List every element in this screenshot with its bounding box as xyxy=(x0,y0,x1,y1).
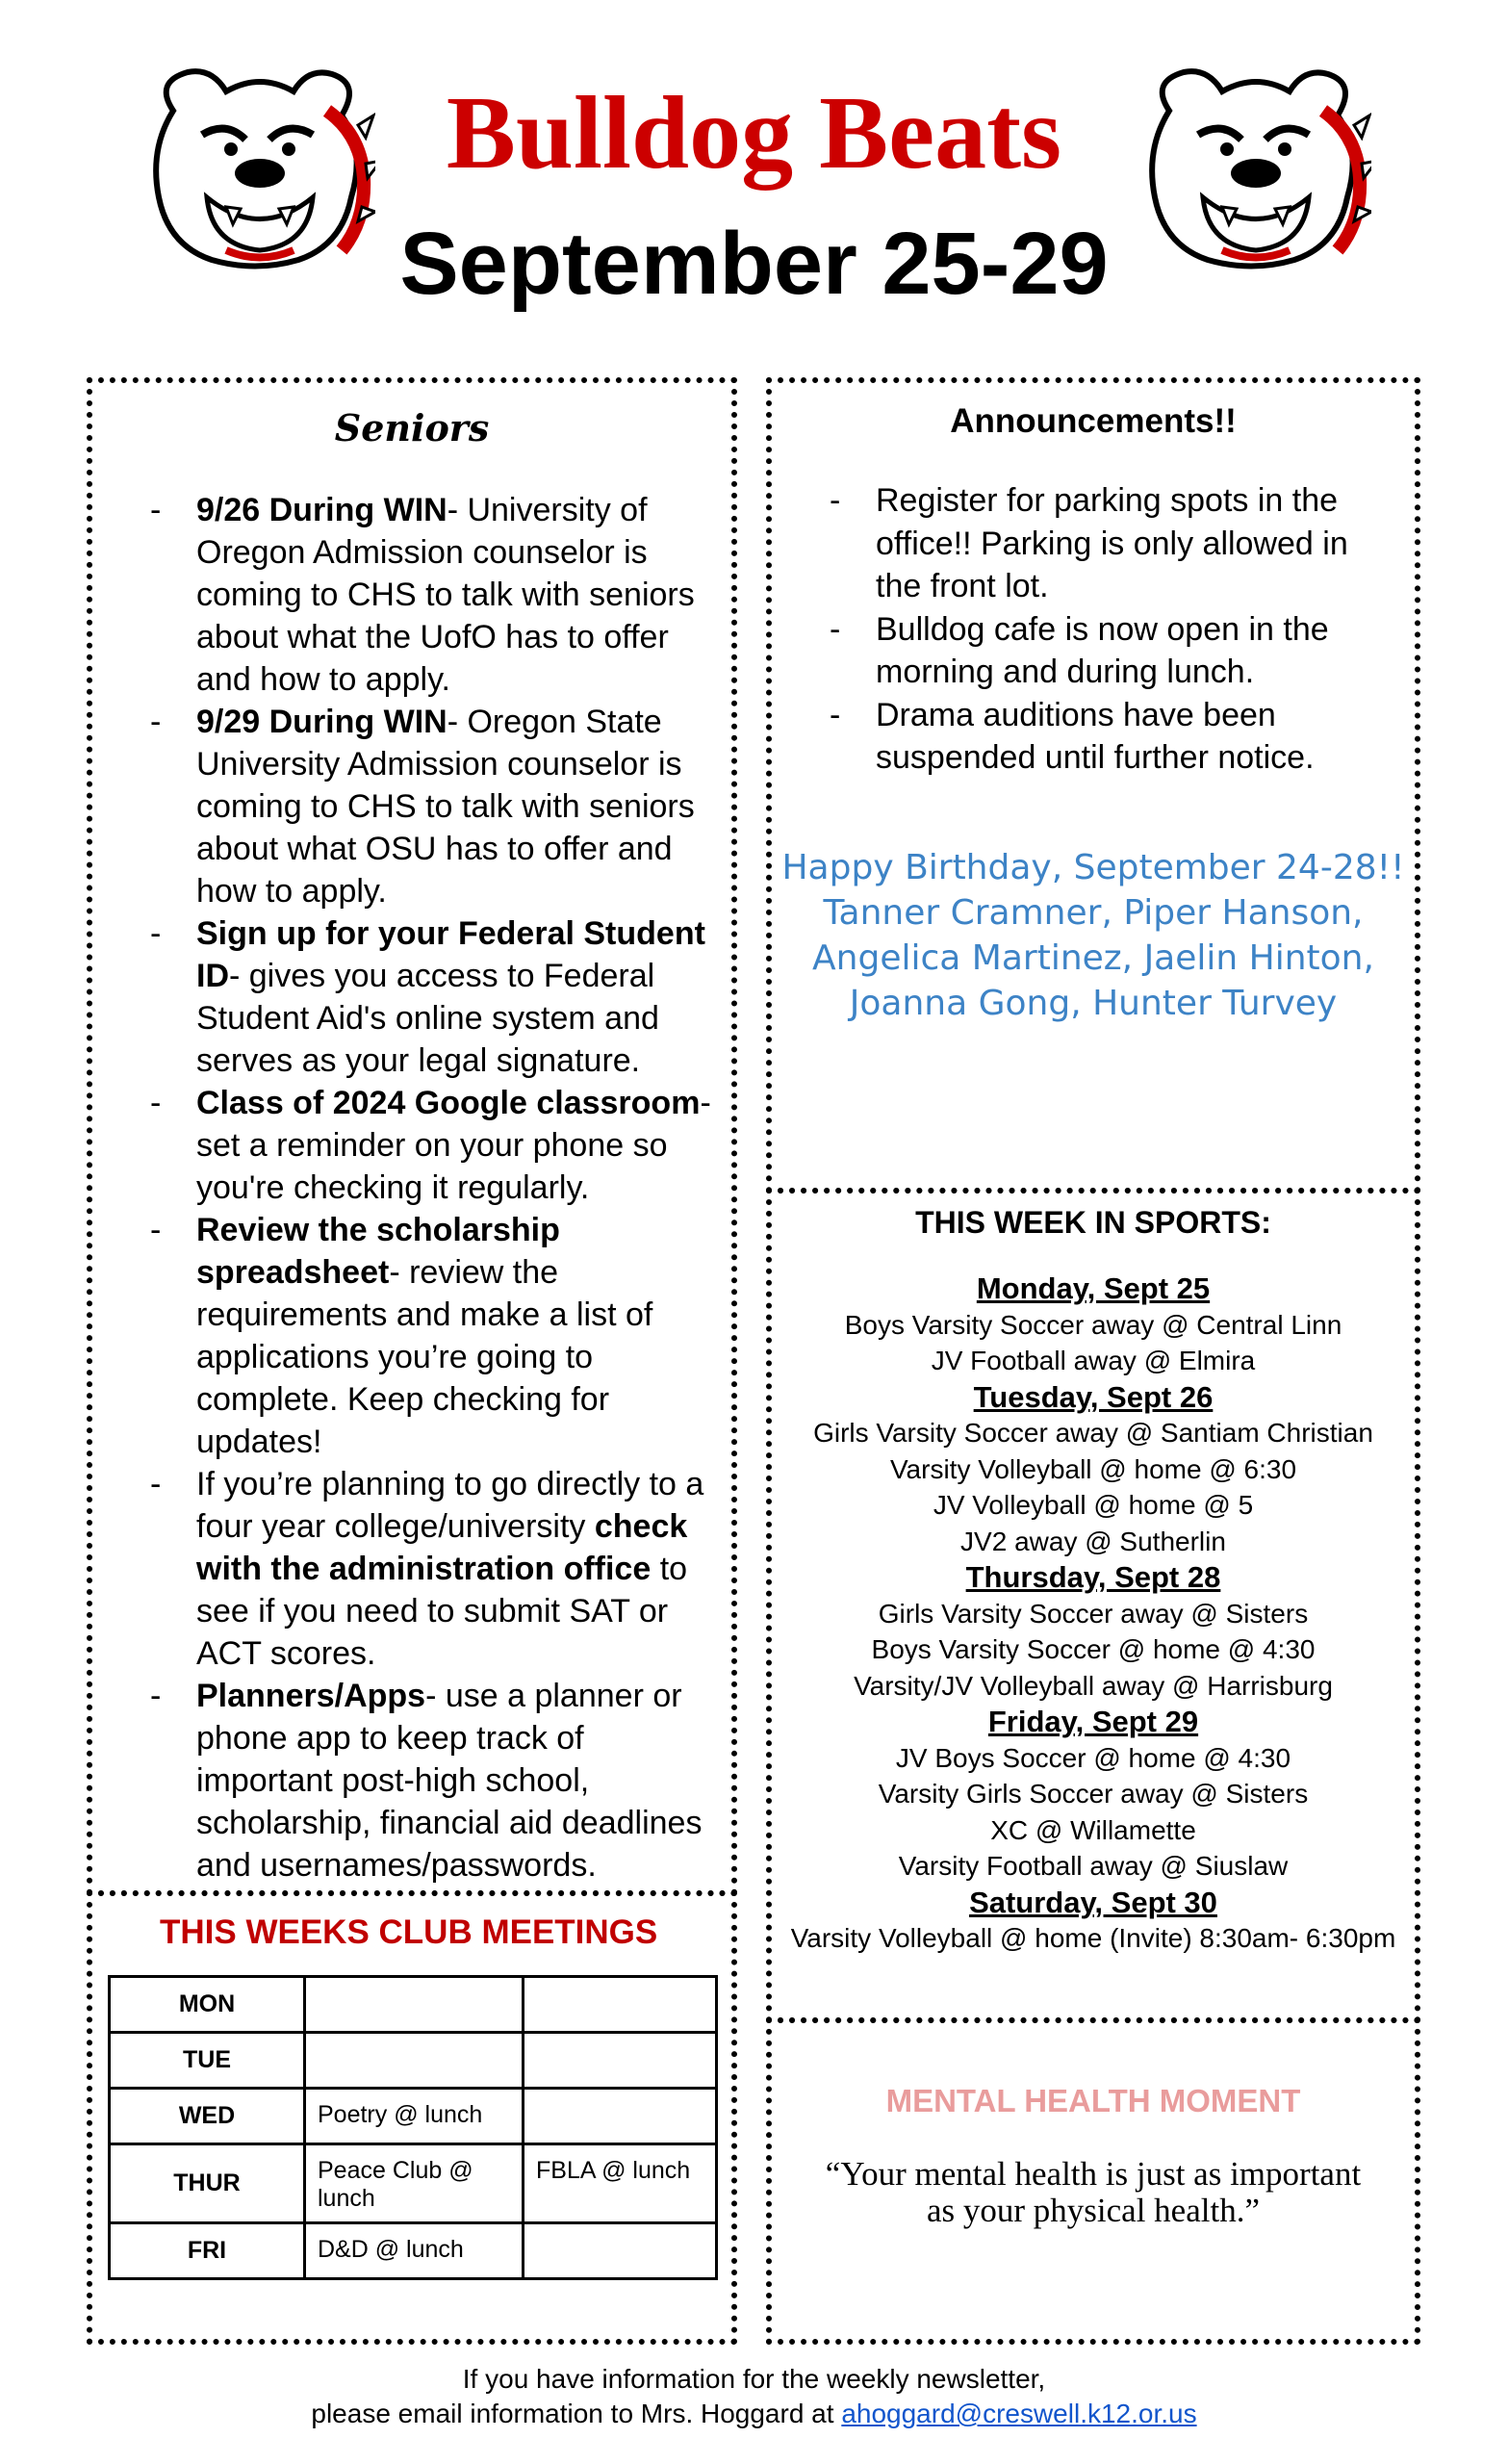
seniors-heading: Seniors xyxy=(334,406,490,449)
birthday-block xyxy=(772,845,1415,1026)
mental-health-box xyxy=(766,2017,1420,2345)
sports-schedule xyxy=(772,1270,1415,1957)
club-cell xyxy=(524,2089,717,2144)
sports-event: Boys Varsity Soccer away @ Central Linn xyxy=(844,1309,1342,1340)
club-day: THUR xyxy=(110,2144,305,2223)
senior-item xyxy=(92,1675,722,1886)
club-row xyxy=(110,2033,717,2089)
senior-item xyxy=(92,1463,722,1675)
announcements-heading: Announcements!! xyxy=(950,402,1237,440)
senior-item xyxy=(92,912,722,1082)
club-cell: Peace Club @ lunch xyxy=(305,2144,524,2223)
club-day: WED xyxy=(110,2089,305,2144)
senior-item xyxy=(92,1209,722,1463)
club-meetings-table xyxy=(108,1975,718,2280)
senior-item-intro: If you’re planning to go directly to a four year college/university xyxy=(196,1466,704,1545)
sports-heading: THIS WEEK IN SPORTS: xyxy=(915,1205,1271,1240)
sports-day-heading: Friday, Sept 29 xyxy=(987,1705,1199,1738)
senior-item-text: to see if you need to submit SAT or ACT scores. xyxy=(196,1551,688,1672)
club-day: MON xyxy=(110,1977,305,2033)
club-meetings-heading: THIS WEEKS CLUB MEETINGS xyxy=(160,1913,658,1951)
footer-contact-text: please email information to Mrs. Hoggard at xyxy=(311,2399,842,2428)
sports-day-heading: Monday, Sept 25 xyxy=(976,1271,1211,1305)
sports-day-heading: Tuesday, Sept 26 xyxy=(973,1379,1214,1414)
senior-item-bold: Sign up for your Federal Student ID xyxy=(196,915,705,994)
senior-item xyxy=(92,489,722,701)
club-row xyxy=(110,2144,717,2223)
announcement-item: - Bulldog cafe is now open in the morning and during lunch. xyxy=(772,608,1392,694)
senior-item-bold: 9/29 During WIN xyxy=(196,704,447,740)
sports-event: Varsity Volleyball @ home (Invite) 8:30am- 6:30pm xyxy=(790,1923,1396,1953)
sports-event: JV Boys Soccer @ home @ 4:30 xyxy=(895,1742,1291,1773)
newsletter-date-range: September 25-29 xyxy=(399,215,1109,313)
senior-item-text: - review the requirements and make a list of applications you’re going to complete. Keep checking for updates! xyxy=(196,1254,653,1460)
footer-line-1: If you have information for the weekly newsletter, xyxy=(462,2364,1046,2394)
announcement-item: - Drama auditions have been suspended until further notice. xyxy=(772,694,1392,780)
club-cell: Poetry @ lunch xyxy=(305,2089,524,2144)
sports-event: Varsity Volleyball @ home @ 6:30 xyxy=(889,1453,1297,1484)
announcement-item: - Register for parking spots in the office!! Parking is only allowed in the front lot. xyxy=(772,479,1392,608)
senior-item-text: - Oregon State University Admission counselor is coming to CHS to talk with seniors about what OSU has to offer and how to apply. xyxy=(196,704,695,910)
club-row xyxy=(110,1977,717,2033)
sports-event: Varsity Football away @ Siuslaw xyxy=(898,1851,1289,1881)
club-day: FRI xyxy=(110,2223,305,2279)
announcements-box xyxy=(766,377,1420,1194)
senior-item-bold: check with the administration office xyxy=(196,1508,688,1587)
sports-box xyxy=(766,1188,1420,2023)
sports-event: Varsity/JV Volleyball away @ Harrisburg xyxy=(854,1670,1333,1701)
club-cell xyxy=(524,1977,717,2033)
senior-item-bold: Planners/Apps xyxy=(196,1678,426,1714)
club-row xyxy=(110,2223,717,2279)
club-cell xyxy=(305,1977,524,2033)
club-cell xyxy=(524,2033,717,2089)
sports-day-heading: Saturday, Sept 30 xyxy=(969,1885,1217,1919)
sports-day-heading: Thursday, Sept 28 xyxy=(965,1560,1221,1594)
senior-item-text: - set a reminder on your phone so you're checking it regularly. xyxy=(196,1085,711,1206)
sports-event: Varsity Girls Soccer away @ Sisters xyxy=(878,1779,1309,1809)
senior-item-text: - University of Oregon Admission counselor is coming to CHS to talk with seniors about what the UofO has to offer and how to apply. xyxy=(196,492,695,698)
seniors-box xyxy=(87,377,737,1896)
sports-event: Boys Varsity Soccer @ home @ 4:30 xyxy=(871,1634,1316,1664)
club-cell xyxy=(305,2033,524,2089)
senior-item-text: - use a planner or phone app to keep track of important post-high school, scholarship, financial aid deadlines and usernames/passwords. xyxy=(196,1678,703,1884)
sports-event: JV Volleyball @ home @ 5 xyxy=(933,1490,1254,1520)
sports-event: JV Football away @ Elmira xyxy=(931,1346,1256,1375)
senior-item xyxy=(92,701,722,912)
seniors-list xyxy=(92,489,722,1886)
sports-event: Girls Varsity Soccer away @ Sisters xyxy=(878,1598,1309,1629)
club-cell: D&D @ lunch xyxy=(305,2223,524,2279)
senior-item-bold: 9/26 During WIN xyxy=(196,492,447,528)
club-meetings-box xyxy=(87,1890,737,2345)
senior-item-bold: Class of 2024 Google classroom xyxy=(196,1085,701,1121)
sports-event: XC @ Willamette xyxy=(990,1814,1196,1845)
senior-item xyxy=(92,1082,722,1209)
footer-email-link[interactable]: ahoggard@creswell.k12.or.us xyxy=(841,2399,1197,2428)
senior-item-bold: Review the scholarship spreadsheet xyxy=(196,1212,560,1291)
club-cell xyxy=(524,2223,717,2279)
footer-line-2 xyxy=(0,2397,1508,2431)
mental-health-heading: MENTAL HEALTH MOMENT xyxy=(885,2083,1301,2118)
birthday-heading: Happy Birthday, September 24-28!! xyxy=(781,848,1405,887)
birthday-names: Tanner Cramner, Piper Hanson, Angelica Martinez, Jaelin Hinton, Joanna Gong, Hunter Turvey xyxy=(812,893,1374,1023)
sports-event: Girls Varsity Soccer away @ Santiam Christian xyxy=(813,1418,1373,1448)
sports-event: JV2 away @ Sutherlin xyxy=(960,1526,1226,1556)
senior-item-text: - gives you access to Federal Student Aid's online system and serves as your legal signature. xyxy=(196,958,659,1079)
mental-health-quote: “Your mental health is just as important as your physical health.” xyxy=(825,2155,1362,2229)
club-day: TUE xyxy=(110,2033,305,2089)
club-row xyxy=(110,2089,717,2144)
announcements-list xyxy=(772,479,1392,780)
newsletter-title: Bulldog Beats xyxy=(446,76,1062,191)
club-cell: FBLA @ lunch xyxy=(524,2144,717,2223)
